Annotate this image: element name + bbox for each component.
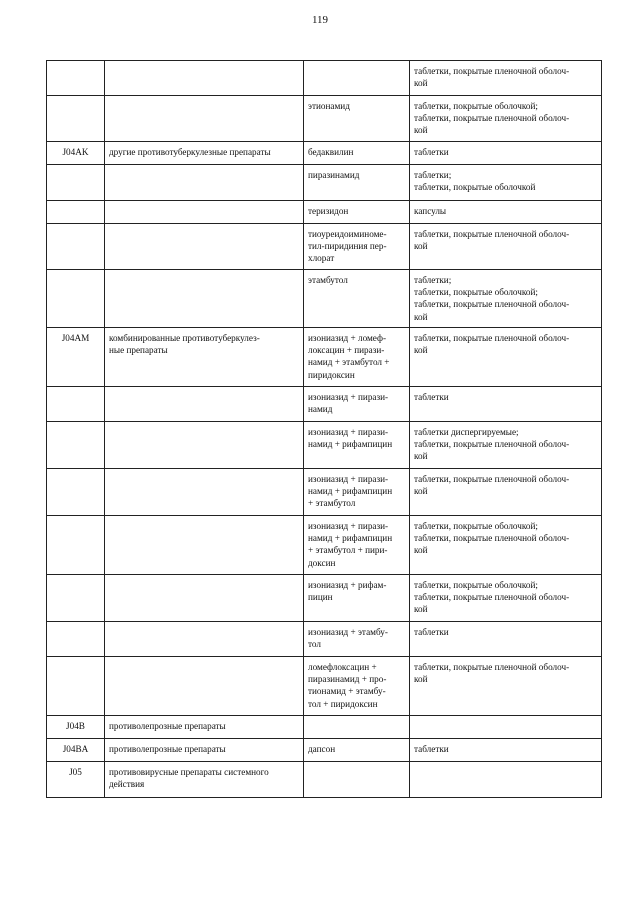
table-row bbox=[47, 469, 602, 516]
group-name-cell: комбинированные противотуберкулез- ные препараты bbox=[105, 328, 304, 387]
table-row bbox=[47, 387, 602, 422]
dosage-form-cell bbox=[410, 762, 602, 798]
atc-code-cell bbox=[47, 516, 105, 575]
drug-name-cell: теризидон bbox=[304, 201, 410, 224]
drug-name-cell: изониазид + ломеф- локсацин + пирази- намид + этамбутол + пиридоксин bbox=[304, 328, 410, 387]
drug-name-cell: ломефлоксацин + пиразинамид + про- тионамид + этамбу- тол + пиридоксин bbox=[304, 657, 410, 716]
group-name-cell: противолепрозные препараты bbox=[105, 739, 304, 762]
dosage-form-cell: таблетки bbox=[410, 739, 602, 762]
table-row bbox=[47, 422, 602, 469]
dosage-form-cell: таблетки диспергируемые; таблетки, покрытые пленочной оболоч- кой bbox=[410, 422, 602, 469]
dosage-form-cell: таблетки, покрытые пленочной оболоч- кой bbox=[410, 328, 602, 387]
dosage-form-cell bbox=[410, 716, 602, 739]
group-name-cell: противовирусные препараты системного действия bbox=[105, 762, 304, 798]
dosage-form-cell: таблетки; таблетки, покрытые оболочкой; таблетки, покрытые пленочной оболоч- кой bbox=[410, 270, 602, 328]
group-name-cell bbox=[105, 387, 304, 422]
dosage-form-cell: таблетки, покрытые пленочной оболоч- кой bbox=[410, 657, 602, 716]
drug-name-cell: изониазид + пирази- намид + рифампицин + этамбутол + пири- доксин bbox=[304, 516, 410, 575]
drug-table bbox=[46, 60, 602, 798]
table-row bbox=[47, 270, 602, 328]
table-body bbox=[47, 61, 602, 798]
drug-name-cell: дапсон bbox=[304, 739, 410, 762]
drug-name-cell: пиразинамид bbox=[304, 165, 410, 201]
atc-code-cell bbox=[47, 165, 105, 201]
atc-code-cell bbox=[47, 469, 105, 516]
table-row bbox=[47, 328, 602, 387]
atc-code-cell: J04AM bbox=[47, 328, 105, 387]
drug-name-cell: изониазид + рифам- пицин bbox=[304, 575, 410, 622]
dosage-form-cell: таблетки, покрытые пленочной оболоч- кой bbox=[410, 224, 602, 270]
table-row bbox=[47, 201, 602, 224]
group-name-cell bbox=[105, 201, 304, 224]
atc-code-cell: J05 bbox=[47, 762, 105, 798]
drug-name-cell bbox=[304, 716, 410, 739]
table-row bbox=[47, 142, 602, 165]
table-row bbox=[47, 224, 602, 270]
drug-name-cell: этамбутол bbox=[304, 270, 410, 328]
group-name-cell bbox=[105, 224, 304, 270]
group-name-cell bbox=[105, 165, 304, 201]
atc-code-cell bbox=[47, 96, 105, 142]
atc-code-cell bbox=[47, 201, 105, 224]
atc-code-cell bbox=[47, 387, 105, 422]
group-name-cell: другие противотуберкулезные препараты bbox=[105, 142, 304, 165]
drug-name-cell bbox=[304, 762, 410, 798]
group-name-cell bbox=[105, 622, 304, 657]
atc-code-cell bbox=[47, 657, 105, 716]
atc-code-cell: J04AK bbox=[47, 142, 105, 165]
dosage-form-cell: таблетки, покрытые оболочкой; таблетки, покрытые пленочной оболоч- кой bbox=[410, 516, 602, 575]
drug-name-cell: изониазид + пирази- намид + рифампицин bbox=[304, 422, 410, 469]
drug-name-cell: этионамид bbox=[304, 96, 410, 142]
dosage-form-cell: капсулы bbox=[410, 201, 602, 224]
group-name-cell bbox=[105, 422, 304, 469]
dosage-form-cell: таблетки, покрытые пленочной оболоч- кой bbox=[410, 469, 602, 516]
atc-code-cell bbox=[47, 224, 105, 270]
dosage-form-cell: таблетки, покрытые оболочкой; таблетки, покрытые пленочной оболоч- кой bbox=[410, 96, 602, 142]
table-row bbox=[47, 165, 602, 201]
dosage-form-cell: таблетки bbox=[410, 387, 602, 422]
table-row bbox=[47, 61, 602, 96]
atc-code-cell bbox=[47, 622, 105, 657]
table-row bbox=[47, 516, 602, 575]
drug-name-cell bbox=[304, 61, 410, 96]
table-row bbox=[47, 96, 602, 142]
dosage-form-cell: таблетки, покрытые пленочной оболоч- кой bbox=[410, 61, 602, 96]
atc-code-cell bbox=[47, 422, 105, 469]
atc-code-cell bbox=[47, 270, 105, 328]
group-name-cell bbox=[105, 469, 304, 516]
table-row bbox=[47, 622, 602, 657]
page-number: 119 bbox=[311, 14, 329, 26]
drug-name-cell: изониазид + пирази- намид + рифампицин + этамбутол bbox=[304, 469, 410, 516]
group-name-cell bbox=[105, 96, 304, 142]
drug-name-cell: бедаквилин bbox=[304, 142, 410, 165]
group-name-cell bbox=[105, 575, 304, 622]
dosage-form-cell: таблетки; таблетки, покрытые оболочкой bbox=[410, 165, 602, 201]
atc-code-cell bbox=[47, 575, 105, 622]
group-name-cell bbox=[105, 270, 304, 328]
table-row bbox=[47, 716, 602, 739]
atc-code-cell bbox=[47, 61, 105, 96]
group-name-cell bbox=[105, 516, 304, 575]
drug-name-cell: изониазид + этамбу- тол bbox=[304, 622, 410, 657]
dosage-form-cell: таблетки, покрытые оболочкой; таблетки, покрытые пленочной оболоч- кой bbox=[410, 575, 602, 622]
dosage-form-cell: таблетки bbox=[410, 142, 602, 165]
group-name-cell: противолепрозные препараты bbox=[105, 716, 304, 739]
table-row bbox=[47, 762, 602, 798]
table-row bbox=[47, 657, 602, 716]
atc-code-cell: J04BA bbox=[47, 739, 105, 762]
group-name-cell bbox=[105, 61, 304, 96]
drug-name-cell: изониазид + пирази- намид bbox=[304, 387, 410, 422]
group-name-cell bbox=[105, 657, 304, 716]
table-row bbox=[47, 575, 602, 622]
drug-name-cell: тиоуреидоиминоме- тил-пиридиния пер- хлорат bbox=[304, 224, 410, 270]
table-row bbox=[47, 739, 602, 762]
dosage-form-cell: таблетки bbox=[410, 622, 602, 657]
atc-code-cell: J04B bbox=[47, 716, 105, 739]
